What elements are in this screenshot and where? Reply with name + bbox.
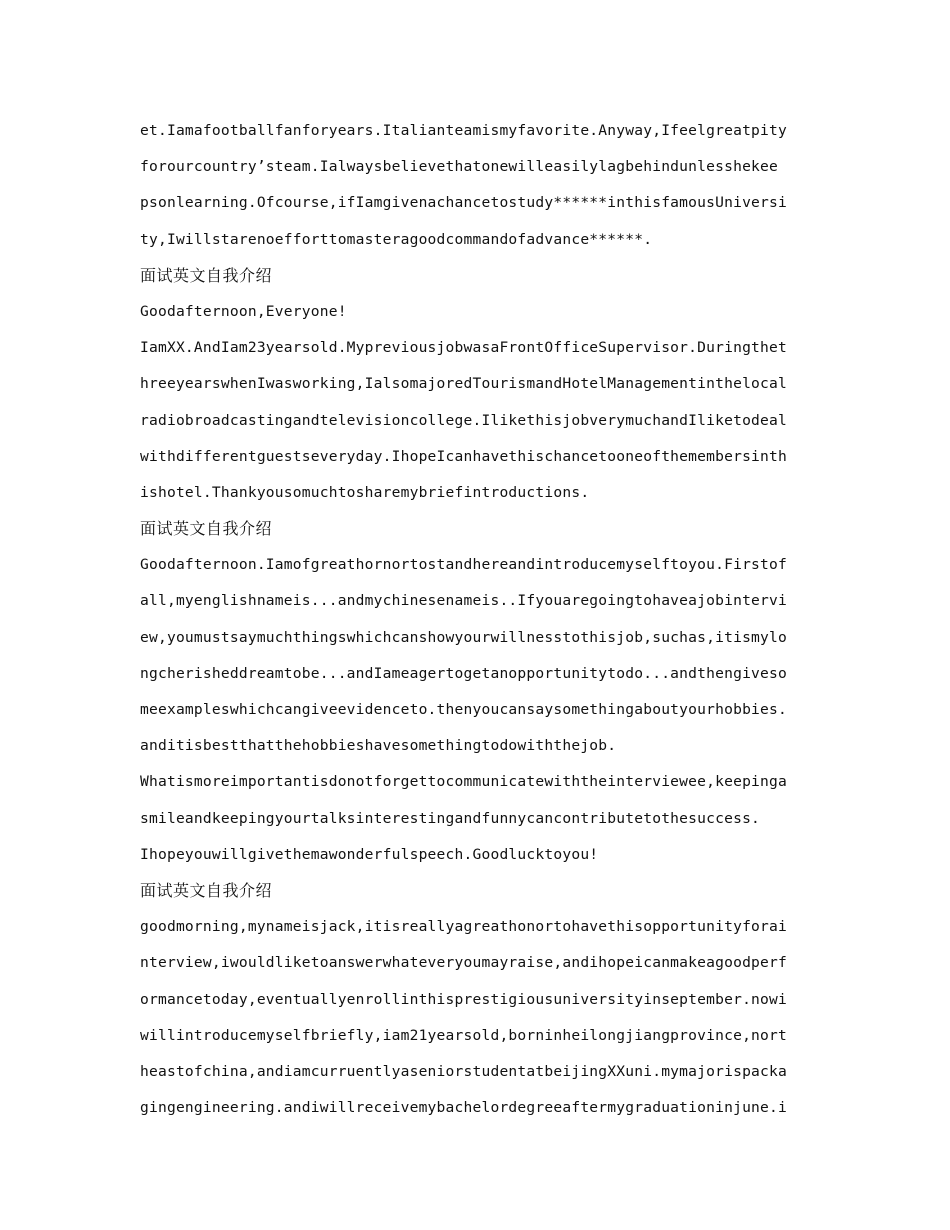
section-heading: 面试英文自我介绍 (140, 265, 273, 285)
paragraph-line: ormancetoday,eventuallyenrollinthisprestigiousuniversityinseptember.nowi (140, 990, 788, 1008)
paragraph-line: ew,youmustsaymuchthingswhichcanshowyourwillnesstothisjob,suchas,itismylo (140, 628, 788, 646)
paragraph-line: Goodafternoon,Everyone! (140, 302, 347, 320)
paragraph-line: smileandkeepingyourtalksinterestingandfunnycancontributetothesuccess. (140, 809, 761, 827)
paragraph-line: meexampleswhichcangiveevidenceto.thenyoucansaysomethingaboutyourhobbies. (140, 701, 788, 718)
paragraph-line: ishotel.Thankyousomuchtosharemybriefintroductions. (140, 483, 590, 501)
paragraph-line: Ihopeyouwillgivethemawonderfulspeech.Goodlucktoyou! (140, 845, 599, 863)
paragraph-line: Goodafternoon.Iamofgreathornortostandhereandintroducemyselftoyou.Firstof (140, 556, 788, 574)
paragraph-line: ngcherisheddreamtobe...andIameagertogetanopportunitytodo...andthengiveso (140, 664, 788, 682)
paragraph-line: psonlearning.Ofcourse,ifIamgivenachancetostudy******inthisfamousUniversi (140, 194, 788, 212)
paragraph-line: anditisbestthatthehobbieshavesomethingtodowiththejob. (140, 737, 617, 755)
document-page (140, 113, 812, 1126)
paragraph-line: IamXX.AndIam23yearsold.MypreviousjobwasaFrontOfficeSupervisor.Duringthet (140, 339, 788, 357)
paragraph-line: heastofchina,andiamcurruentlyaseniorstudentatbeijingXXuni.mymajorispacka (140, 1062, 788, 1080)
paragraph-line: ty,Iwillstarenoefforttomasteragoodcommandofadvance******. (140, 230, 653, 248)
paragraph-line: willintroducemyselfbriefly,iam21yearsold,borninheilongjiangprovince,nort (140, 1026, 788, 1044)
paragraph-line: all,myenglishnameis...andmychinesenameis..Ifyouaregoingtohaveajobintervi (140, 592, 788, 610)
paragraph-line: withdifferentguestseveryday.IhopeIcanhavethischancetooneofthemembersinth (140, 447, 788, 465)
paragraph-line: goodmorning,mynameisjack,itisreallyagreathonortohavethisopportunityforai (140, 918, 788, 936)
paragraph-line: forourcountry’steam.Ialwaysbelievethatonewilleasilylagbehindunlesshekee (140, 158, 779, 176)
paragraph-line: hreeyearswhenIwasworking,IalsomajoredTourismandHotelManagementinthelocal (140, 375, 788, 393)
paragraph-line: radiobroadcastingandtelevisioncollege.IlikethisjobverymuchandIliketodeal (140, 411, 788, 429)
section-heading: 面试英文自我介绍 (140, 519, 273, 539)
paragraph-line: gingengineering.andiwillreceivemybachelordegreeaftermygraduationinjune.i (140, 1099, 788, 1117)
paragraph-line: Whatismoreimportantisdonotforgettocommunicatewiththeinterviewee,keepinga (140, 773, 788, 791)
paragraph-line: nterview,iwouldliketoanswerwhateveryoumayraise,andihopeicanmakeagoodperf (140, 954, 788, 972)
paragraph-line: et.Iamafootballfanforyears.Italianteamismyfavorite.Anyway,Ifeelgreatpity (140, 122, 788, 139)
section-heading: 面试英文自我介绍 (140, 880, 273, 900)
